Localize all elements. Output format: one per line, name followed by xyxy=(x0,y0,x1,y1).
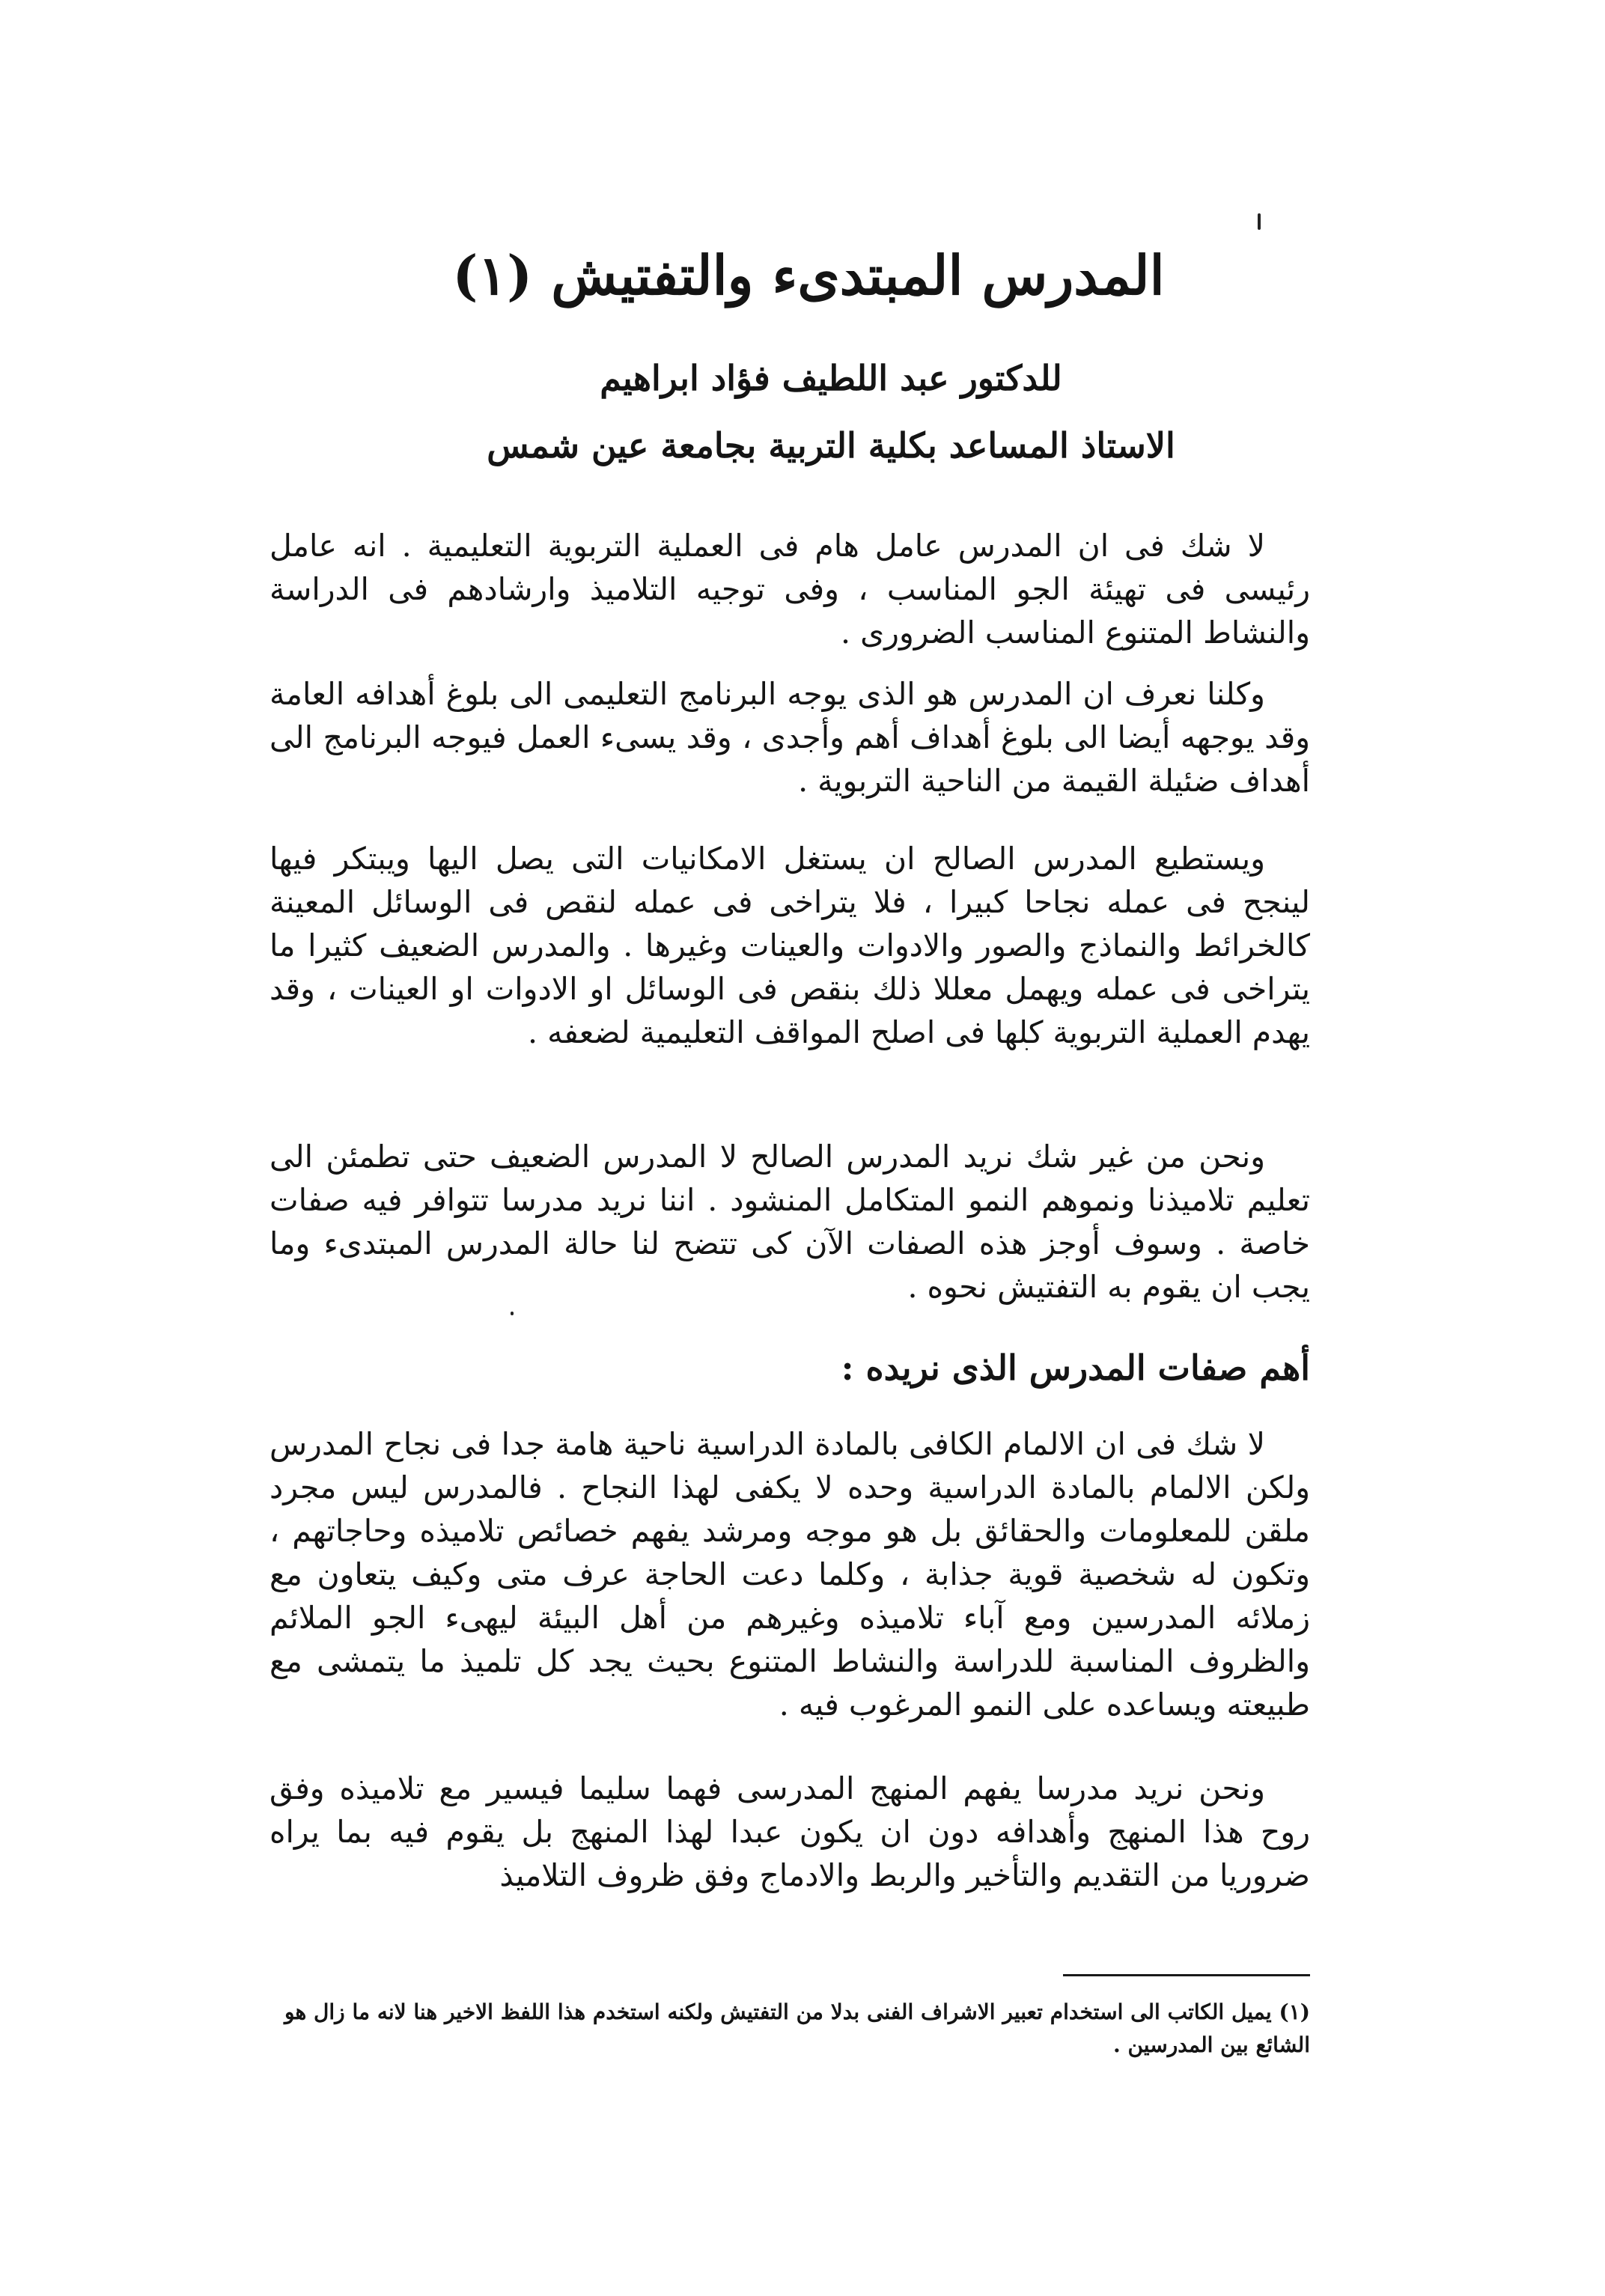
scan-speck xyxy=(511,1312,514,1315)
author-name: للدكتور عبد اللطيف فؤاد ابراهيم xyxy=(600,358,1062,398)
scan-speck xyxy=(1258,213,1261,230)
paragraph-6: ونحن نريد مدرسا يفهم المنهج المدرسى فهما سليما فيسير مع تلاميذه وفق روح هذا المنهج وأهدافه دون ان يكون عبدا لهذا المنهج بل يقوم فيه بما يراه ضروريا من التقديم والتأخير والربط والادماج وفق ظروف التلاميذ xyxy=(269,1770,1310,1893)
paragraph-3: ويستطيع المدرس الصالح ان يستغل الامكانيات التى يصل اليها ويبتكر فيها لينجح فى عمله نجاحا كبيرا ، فلا يتراخى فى عمله لنقص فى الوسائل المعينة كالخرائط والنماذج والصور والادوات والعينات وغيرها . والمدرس الضعيف كثيرا ما يتراخى فى عمله ويهمل معللا ذلك بنقص فى الوسائل او الادوات او العينات ، وقد يهدم العملية التربوية كلها فى اصلح المواقف التعليمية لضعفه . xyxy=(269,841,1310,1050)
paragraph-5: لا شك فى ان الالمام الكافى بالمادة الدراسية ناحية هامة جدا فى نجاح المدرس ولكن الالمام بالمادة الدراسية وحده لا يكفى لهذا النجاح . فالمدرس ليس مجرد ملقن للمعلومات والحقائق بل هو موجه ومرشد يفهم خصائص تلاميذه وحاجاتهم ، وتكون له شخصية قوية جذابة ، وكلما دعت الحاجة عرف متى وكيف يتعاون مع زملائه المدرسين ومع آباء تلاميذه وغيرهم من أهل البيئة ليهىء الجو الملائم والظروف المناسبة للدراسة والنشاط المتنوع بحيث يجد كل تلميذ ما يتمشى مع طبيعته ويساعده على النمو المرغوب فيه . xyxy=(269,1426,1310,1723)
paragraph-4: ونحن من غير شك نريد المدرس الصالح لا المدرس الضعيف حتى تطمئن الى تعليم تلاميذنا ونموهم النمو المتكامل المنشود . اننا نريد مدرسا تتوافر فيه صفات خاصة . وسوف أوجز هذه الصفات الآن كى تتضح لنا حالة المدرس المبتدىء وما يجب ان يقوم به التفتيش نحوه . xyxy=(269,1139,1310,1305)
paragraph-1: لا شك فى ان المدرس عامل هام فى العملية التربوية التعليمية . انه عامل رئيسى فى تهيئة الجو المناسب ، وفى توجيه التلاميذ وارشادهم فى الدراسة والنشاط المتنوع المناسب الضرورى . xyxy=(269,528,1310,651)
section-heading: أهم صفات المدرس الذى نريده : xyxy=(841,1348,1310,1388)
paragraph-2: وكلنا نعرف ان المدرس هو الذى يوجه البرنامج التعليمى الى بلوغ أهدافه العامة وقد يوجهه أيضا الى بلوغ أهداف أهم وأجدى ، وقد يسىء العمل فيوجه البرنامج الى أهداف ضئيلة القيمة من الناحية التربوية . xyxy=(269,676,1310,799)
author-affiliation: الاستاذ المساعد بكلية التربية بجامعة عين شمس xyxy=(487,425,1175,466)
footnote: (١) يميل الكاتب الى استخدام تعبير الاشراف الفنى بدلا من التفتيش ولكنه استخدم هذا اللفظ الاخير هنا لانه ما زال هو الشائع بين المدرسين . xyxy=(284,2000,1310,2057)
footnote-separator xyxy=(1063,1974,1310,1976)
article-title: المدرس المبتدىء والتفتيش (١) xyxy=(452,243,1165,307)
